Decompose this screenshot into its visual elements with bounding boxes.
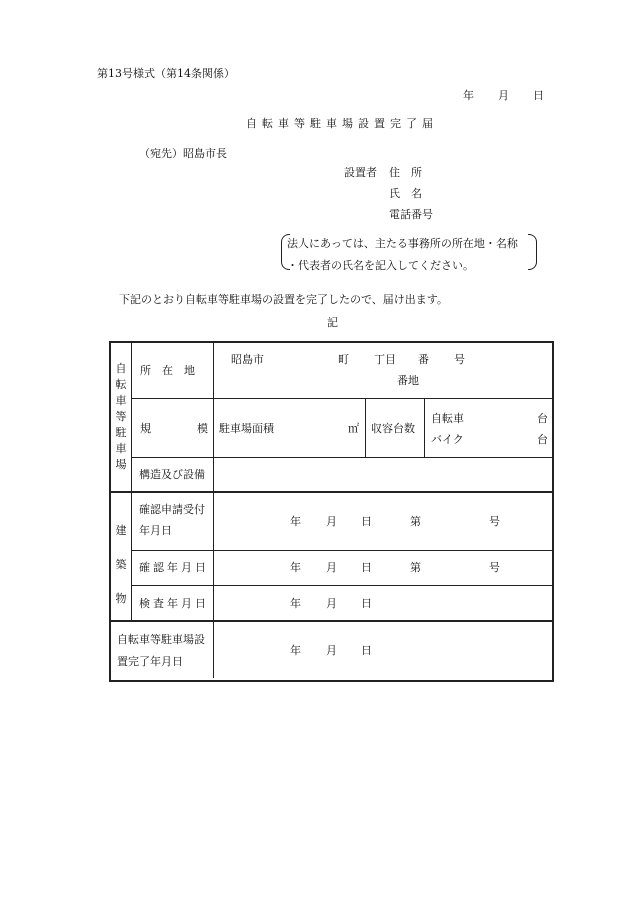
confirm-date-day: 日 xyxy=(361,561,372,574)
addressee: （宛先）昭島市長 xyxy=(139,147,227,160)
confirm-date-month: 月 xyxy=(326,561,337,574)
document-title: 自転車等駐車場設置完了届 xyxy=(246,117,438,130)
date-day: 日 xyxy=(533,89,544,102)
confirm-app-label-1: 確認申請受付 xyxy=(139,503,205,516)
location-go: 号 xyxy=(454,353,465,366)
location-banchi: 番地 xyxy=(397,374,419,387)
applicant-label: 設置者 xyxy=(344,166,377,179)
form-number: 第13号様式（第14条関係） xyxy=(97,67,235,80)
location-chome: 丁目 xyxy=(374,353,396,366)
ki-label: 記 xyxy=(327,316,338,329)
row-divider xyxy=(131,585,552,586)
section1-label: 自 転 車 等 駐 車 場 xyxy=(115,362,127,471)
scale-label: 規 模 xyxy=(140,422,208,435)
completion-label-1: 自転車等駐車場設 xyxy=(117,633,205,646)
area-label: 駐車場面積 xyxy=(219,422,274,435)
bike-unit: 台 xyxy=(537,433,548,446)
section-divider xyxy=(109,491,554,493)
confirm-date-go: 号 xyxy=(489,561,500,574)
date-year: 年 xyxy=(463,89,474,102)
inspect-date-label: 検査年月日 xyxy=(139,597,209,610)
section-divider xyxy=(109,620,554,622)
completion-day: 日 xyxy=(361,644,372,657)
completion-month: 月 xyxy=(326,644,337,657)
col-divider xyxy=(365,398,366,457)
confirm-app-day: 日 xyxy=(361,515,372,528)
note-line-2: ・代表者の氏名を記入してください。 xyxy=(287,259,474,272)
confirm-app-year: 年 xyxy=(290,515,301,528)
completion-label-2: 置完了年月日 xyxy=(117,655,183,668)
location-label: 所 在 地 xyxy=(140,364,195,377)
confirm-date-label: 確認年月日 xyxy=(139,561,209,574)
bicycle-unit: 台 xyxy=(537,412,548,425)
body-text: 下記のとおり自転車等駐車場の設置を完了したので、届け出ます。 xyxy=(119,293,448,306)
capacity-label: 収容台数 xyxy=(371,422,415,435)
location-ban: 番 xyxy=(418,353,429,366)
address-label: 住 所 xyxy=(389,166,422,179)
confirm-app-go: 号 xyxy=(489,515,500,528)
area-unit: ㎡ xyxy=(348,422,359,435)
confirm-date-dai: 第 xyxy=(410,561,421,574)
confirm-app-month: 月 xyxy=(326,515,337,528)
note-line-1: 法人にあっては、主たる事務所の所在地・名称 xyxy=(287,237,518,250)
row-divider xyxy=(131,398,552,399)
location-city: 昭島市 xyxy=(231,353,264,366)
confirm-app-label-2: 年月日 xyxy=(139,524,172,537)
phone-label: 電話番号 xyxy=(389,208,433,221)
bike-label: バイク xyxy=(431,433,464,446)
date-month: 月 xyxy=(498,89,509,102)
bicycle-label: 自転車 xyxy=(431,412,464,425)
section2-label: 建 築 物 xyxy=(115,524,127,605)
name-label: 氏 名 xyxy=(389,187,422,200)
inspect-date-month: 月 xyxy=(326,597,337,610)
location-machi: 町 xyxy=(338,353,349,366)
structure-label: 構造及び設備 xyxy=(139,468,205,481)
col-divider xyxy=(213,343,214,678)
col-divider xyxy=(131,343,132,621)
completion-year: 年 xyxy=(290,644,301,657)
row-divider xyxy=(131,550,552,551)
confirm-date-year: 年 xyxy=(290,561,301,574)
inspect-date-day: 日 xyxy=(361,597,372,610)
confirm-app-dai: 第 xyxy=(410,515,421,528)
row-divider xyxy=(131,457,552,458)
col-divider xyxy=(424,398,425,457)
note-bracket-right xyxy=(528,234,537,270)
inspect-date-year: 年 xyxy=(290,597,301,610)
